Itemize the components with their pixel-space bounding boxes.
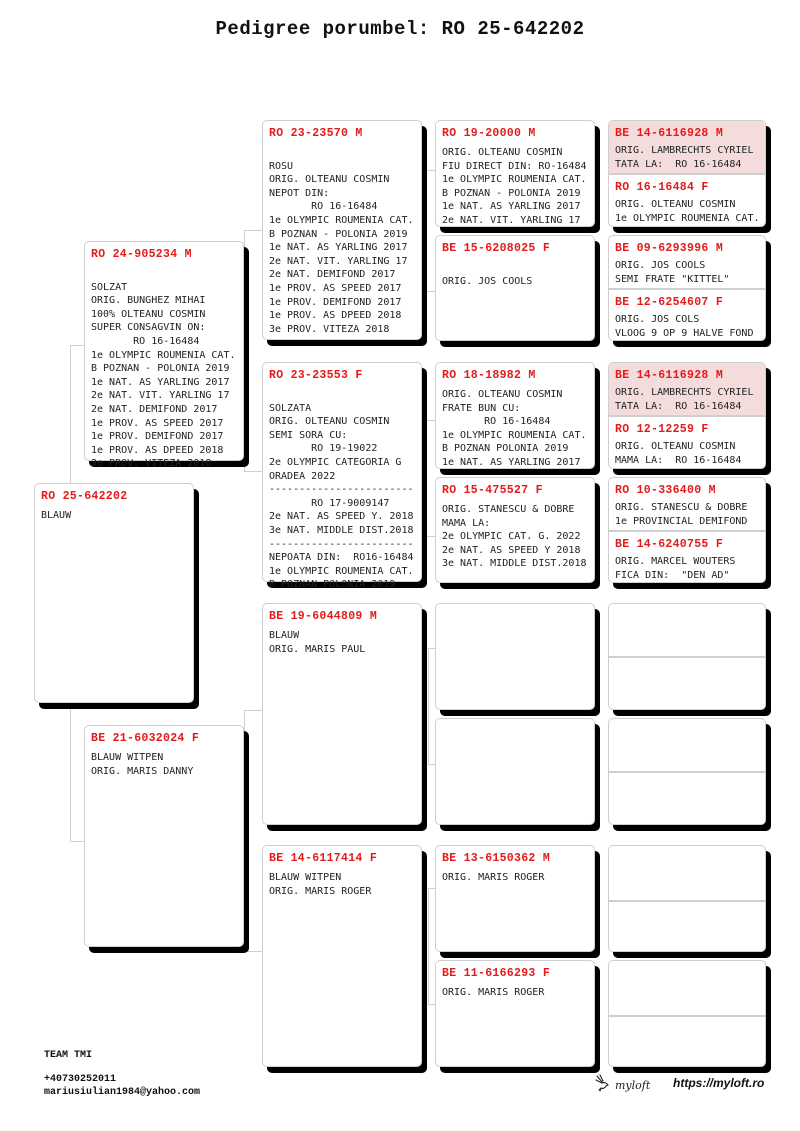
connector-line: [428, 648, 435, 765]
ring-number: BE 14-6116928 M: [615, 369, 724, 382]
ring-number: BE 19-6044809 M: [269, 610, 378, 623]
pigeon-details: BLAUW WITPEN ORIG. MARIS DANNY: [91, 752, 194, 777]
ring-number: RO 10-336400 M: [615, 484, 716, 497]
ring-number: RO 16-16484 F: [615, 181, 709, 194]
pigeon-card-gen4[interactable]: [608, 362, 766, 469]
pigeon-card-gen3[interactable]: [435, 235, 595, 341]
ring-number: RO 15-475527 F: [442, 484, 543, 497]
gen4-slot[interactable]: [609, 530, 765, 584]
connector-line: [428, 888, 435, 1005]
pigeon-details: SOLZAT ORIG. BUNGHEZ MIHAI 100% OLTEANU COSMIN SUPER CONSAGVIN ON: RO 16-16484 1e OLYMPIC ROUMENIA CAT. B POZNAN - POLONIA 2019 1e NAT. AS YARLING 2017 2e NAT. VIT. YARLING 17 2e NAT. DEMIFOND 2017 1e PROV. AS SPEED 2017 1e PROV. DEMIFOND 2017 1e PROV. AS DPEED 2018 3e PROV. VITEZA 2018: [91, 281, 236, 470]
pigeon-card-gen4[interactable]: [608, 235, 766, 341]
pigeon-details: ORIG. OLTEANU COSMIN MAMA LA: RO 16-16484: [615, 441, 742, 466]
gen4-slot[interactable]: [609, 846, 765, 900]
pigeon-card-sire[interactable]: [84, 241, 244, 470]
ring-number: BE 15-6208025 F: [442, 242, 551, 255]
ring-number: RO 18-18982 M: [442, 369, 536, 382]
website-link[interactable]: https://myloft.ro: [673, 1076, 765, 1090]
ring-number: BE 14-6117414 F: [269, 852, 378, 865]
ring-number: RO 25-642202: [41, 490, 128, 503]
pigeon-card-dam[interactable]: [84, 725, 244, 947]
pigeon-details: ORIG. JOS COOLS: [442, 275, 533, 287]
pigeon-details: BLAUW: [41, 510, 72, 521]
page-title: Pedigree porumbel: RO 25-642202: [215, 18, 585, 40]
gen4-slot[interactable]: [609, 900, 765, 953]
logo-text: myloft: [615, 1078, 651, 1092]
gen4-slot[interactable]: [609, 961, 765, 1015]
gen4-slot[interactable]: [609, 604, 765, 656]
pigeon-card-gen4-empty[interactable]: [608, 603, 766, 710]
pigeon-details: ORIG. LAMBRECHTS CYRIEL TATA LA: RO 16-16484: [615, 387, 754, 412]
gen4-slot[interactable]: [609, 1015, 765, 1068]
pigeon-card-gen4[interactable]: [608, 477, 766, 583]
pigeon-details: ORIG. LAMBRECHTS CYRIEL TATA LA: RO 16-16484: [615, 145, 754, 170]
team-name: TEAM TMI: [44, 1050, 93, 1061]
pigeon-card-dam-sire[interactable]: [262, 603, 422, 825]
connector-line: [244, 230, 263, 472]
ring-number: RO 19-20000 M: [442, 127, 536, 140]
ring-number: BE 12-6254607 F: [615, 296, 724, 309]
pigeon-details: ORIG. OLTEANU COSMIN 1e OLYMPIC ROUMENIA CAT.: [615, 199, 760, 224]
contact-email: mariusiulian1984@yahoo.com: [44, 1087, 201, 1098]
pigeon-card-subject[interactable]: [34, 483, 194, 703]
connector-line: [244, 710, 263, 952]
ring-number: BE 14-6240755 F: [615, 538, 724, 551]
ring-number: BE 21-6032024 F: [91, 732, 200, 745]
pigeon-card-gen3[interactable]: [435, 845, 595, 952]
gen4-slot[interactable]: [609, 478, 765, 530]
pigeon-card-gen3[interactable]: [435, 120, 595, 227]
pigeon-details: ORIG. OLTEANU COSMIN FRATE BUN CU: RO 16-16484 1e OLYMPIC ROUMENIA CAT. B POZNAN POLONIA 2019 1e NAT. AS YARLING 2017: [442, 389, 587, 468]
pigeon-details: ORIG. MARIS ROGER: [442, 987, 545, 998]
pigeon-card-gen3[interactable]: [435, 362, 595, 469]
ring-number: RO 12-12259 F: [615, 423, 709, 436]
pigeon-card-gen3-empty[interactable]: [435, 718, 595, 825]
gen4-slot[interactable]: [609, 719, 765, 771]
pigeon-card-gen4-empty[interactable]: [608, 960, 766, 1067]
ring-number: BE 14-6116928 M: [615, 127, 724, 140]
gen4-slot[interactable]: [609, 415, 765, 470]
pigeon-card-gen4[interactable]: [608, 120, 766, 227]
pigeon-details: ORIG. JOS COLS VLOOG 9 OP 9 HALVE FOND: [615, 314, 754, 339]
pigeon-card-gen3[interactable]: [435, 960, 595, 1067]
pigeon-details: SOLZATA ORIG. OLTEANU COSMIN SEMI SORA CU: RO 19-19022 2e OLYMPIC CATEGORIA G ORADEA 2022 ------------------------ RO 17-9009147 2e NAT. AS SPEED Y. 2018 3e NAT. MIDDLE DIST.2018 ------------------------ NEPOATA DIN: RO16-16484 1e OLYMPIC ROUMENIA CAT. B POZNAN POLONIA 2019: [269, 402, 414, 591]
ring-number: BE 11-6166293 F: [442, 967, 551, 980]
ring-number: RO 24-905234 M: [91, 248, 192, 261]
pigeon-card-dam-dam[interactable]: [262, 845, 422, 1067]
pigeon-details: ROSU ORIG. OLTEANU COSMIN NEPOT DIN: RO 16-16484 1e OLYMPIC ROUMENIA CAT. B POZNAN - POLONIA 2019 1e NAT. AS YARLING 2017 2e NAT. VIT. YARLING 17 2e NAT. DEMIFOND 2017 1e PROV. AS SPEED 2017 1e PROV. DEMIFOND 2017 1e PROV. AS DPEED 2018 3e PROV. VITEZA 2018: [269, 160, 414, 335]
gen4-slot[interactable]: [609, 121, 765, 173]
pigeon-card-gen4-empty[interactable]: [608, 718, 766, 825]
pigeon-card-gen3-empty[interactable]: [435, 603, 595, 710]
pigeon-details: ORIG. MARIS ROGER: [442, 872, 545, 883]
gen4-slot[interactable]: [609, 236, 765, 288]
pigeon-details: ORIG. JOS COOLS SEMI FRATE "KITTEL": [615, 260, 730, 285]
ring-number: RO 23-23570 M: [269, 127, 363, 140]
pigeon-details: ORIG. STANESCU & DOBRE MAMA LA: 2e OLYMPIC CAT. G. 2022 2e NAT. AS SPEED Y 2018 3e NAT. MIDDLE DIST.2018: [442, 504, 587, 570]
ring-number: BE 13-6150362 M: [442, 852, 551, 865]
gen4-slot[interactable]: [609, 288, 765, 342]
pigeon-card-gen3[interactable]: [435, 477, 595, 583]
ring-number: BE 09-6293996 M: [615, 242, 724, 255]
pigeon-details: ORIG. OLTEANU COSMIN FIU DIRECT DIN: RO-16484 1e OLYMPIC ROUMENIA CAT. B POZNAN - POLONIA 2019 1e NAT. AS YARLING 2017 2e NAT. VIT. YARLING 17: [442, 147, 587, 226]
bird-icon: [594, 1074, 612, 1096]
gen4-slot[interactable]: [609, 173, 765, 228]
pigeon-card-sire-dam[interactable]: [262, 362, 422, 591]
myloft-logo: [594, 1074, 650, 1096]
pigeon-details: BLAUW WITPEN ORIG. MARIS ROGER: [269, 872, 372, 897]
gen4-slot[interactable]: [609, 771, 765, 826]
pigeon-card-gen4-empty[interactable]: [608, 845, 766, 952]
pigeon-card-sire-sire[interactable]: [262, 120, 422, 340]
pigeon-details: ORIG. MARCEL WOUTERS FICA DIN: "DEN AD": [615, 556, 736, 581]
ring-number: RO 23-23553 F: [269, 369, 363, 382]
pigeon-details: ORIG. STANESCU & DOBRE 1e PROVINCIAL DEMIFOND: [615, 502, 748, 527]
gen4-slot[interactable]: [609, 363, 765, 415]
pigeon-details: BLAUW ORIG. MARIS PAUL: [269, 630, 366, 655]
contact-phone: +40730252011: [44, 1074, 117, 1085]
gen4-slot[interactable]: [609, 656, 765, 711]
